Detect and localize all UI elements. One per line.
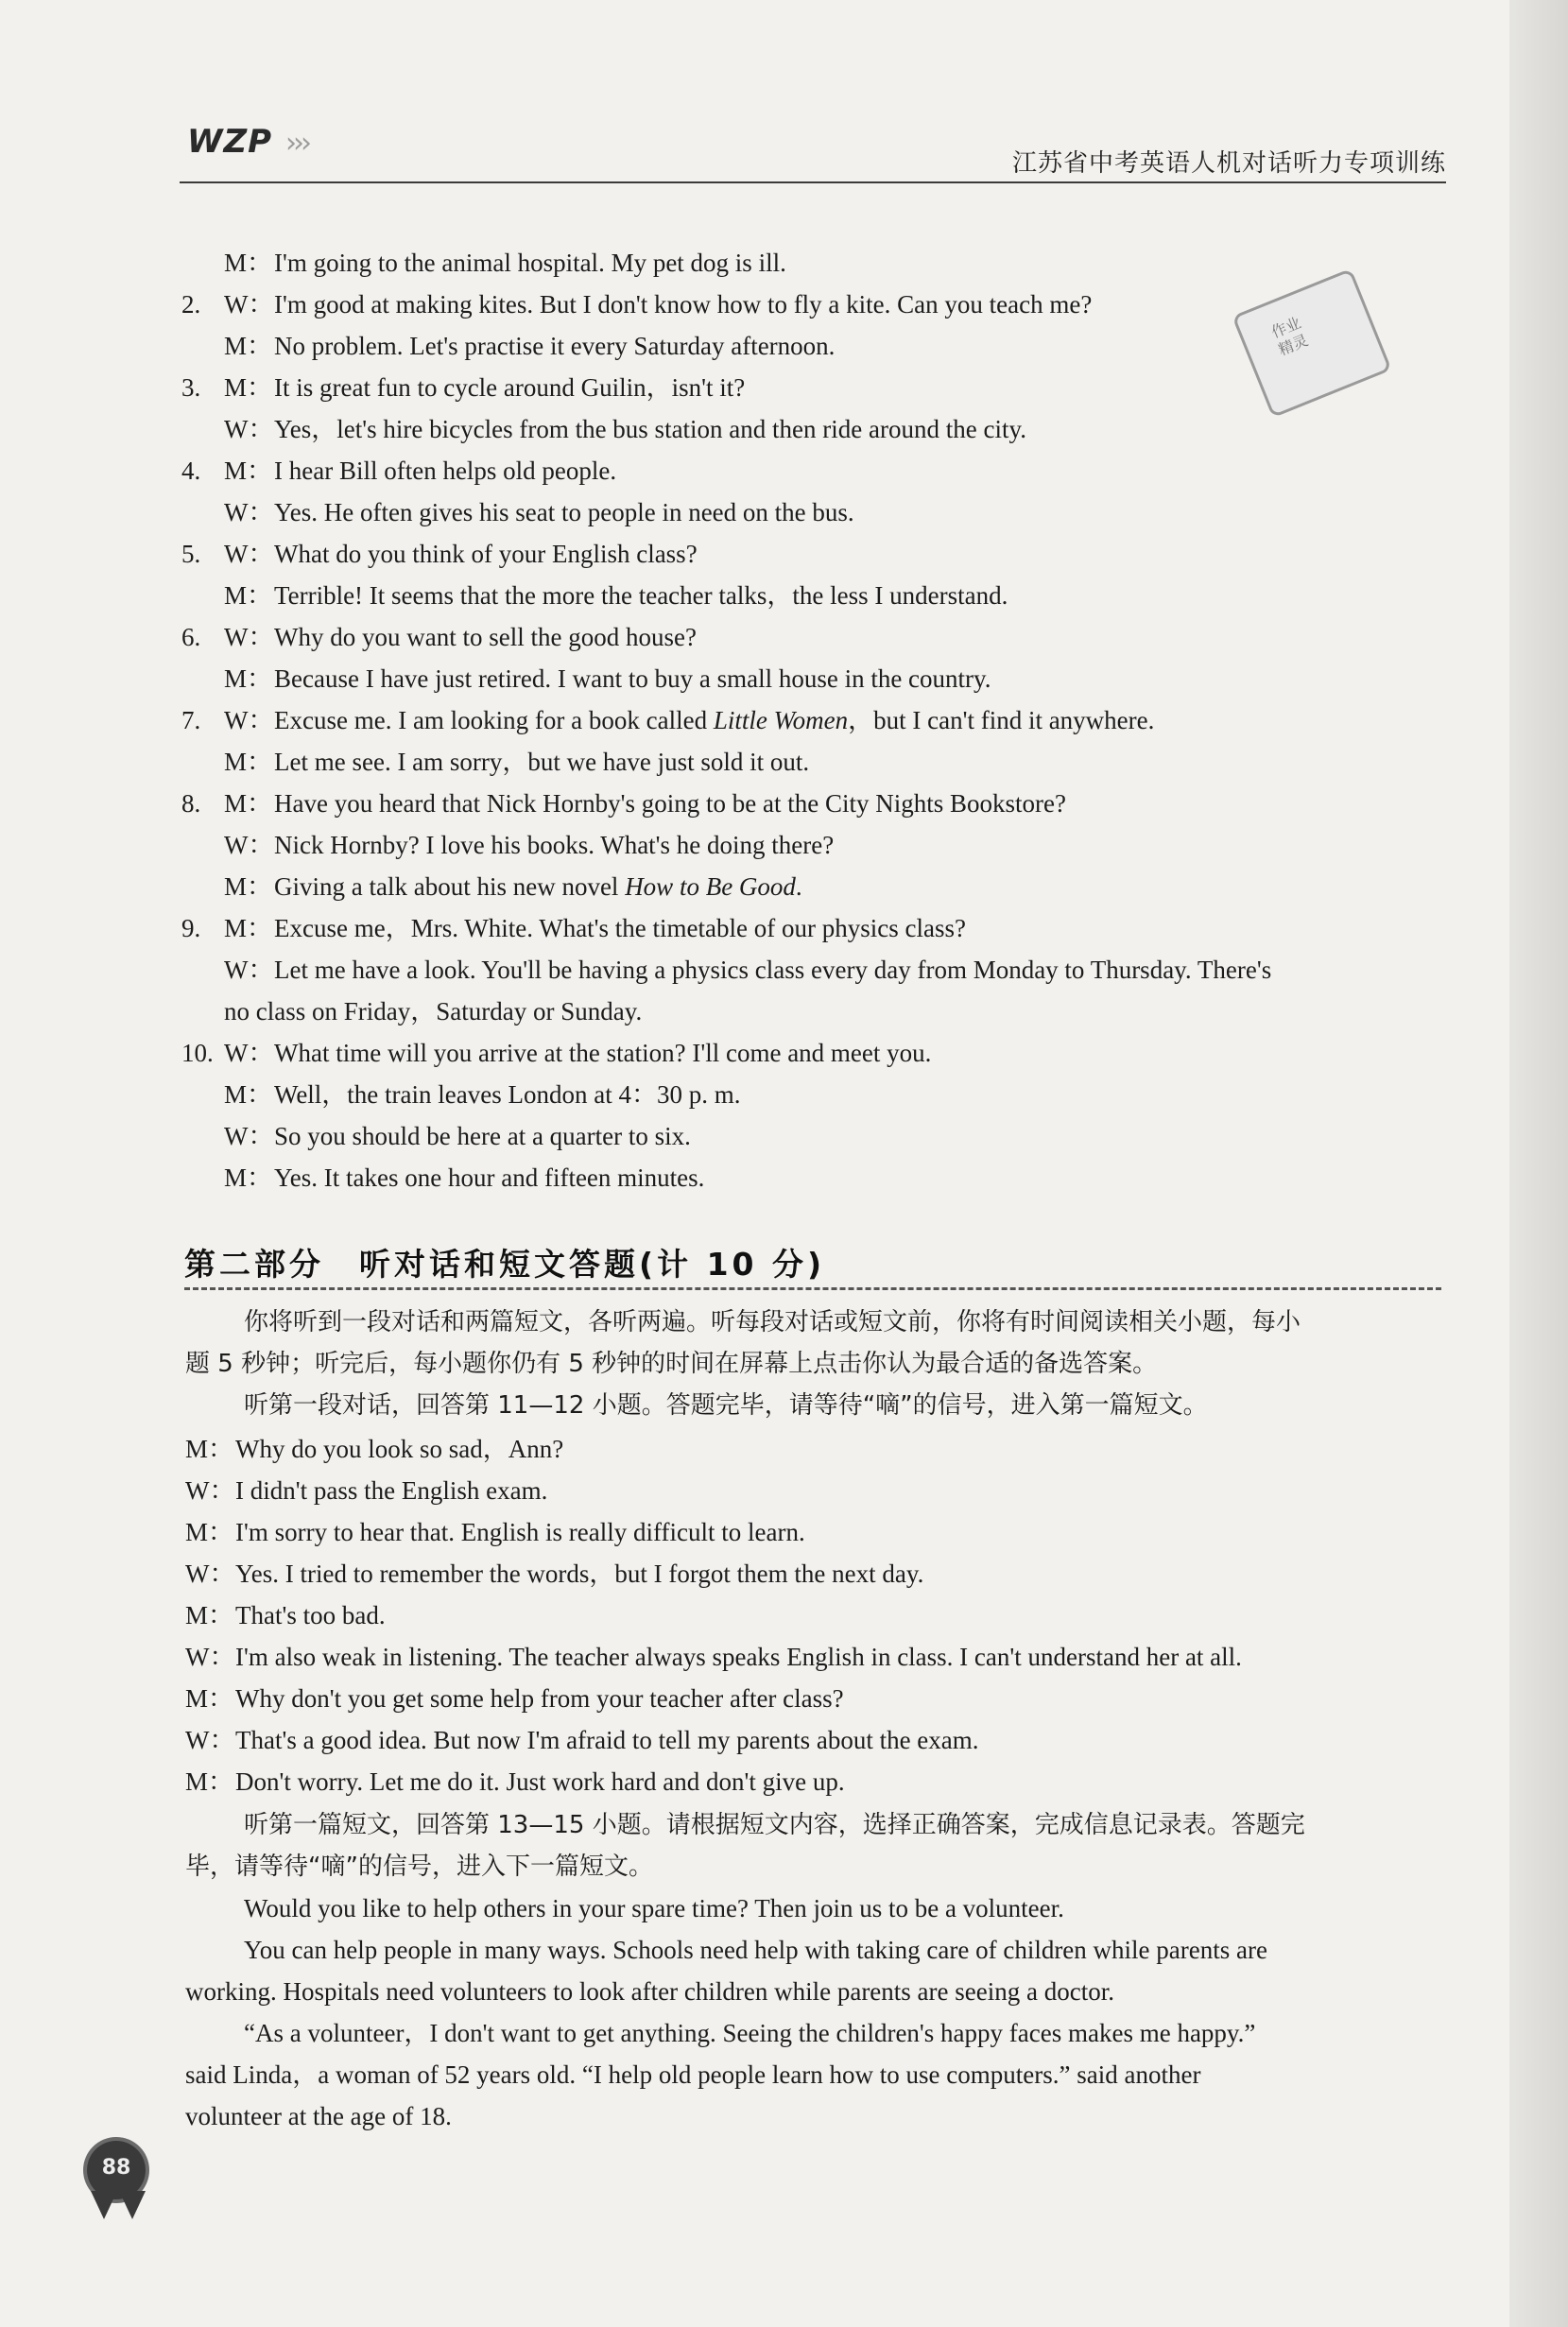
speaker-label: W： (224, 956, 274, 984)
publisher-logo (180, 95, 321, 180)
question-number: 2. (181, 290, 201, 319)
dialogue-text-part: ，but I can't find it anywhere. (848, 706, 1155, 734)
dialogue-text: Why do you look so sad，Ann? (235, 1435, 564, 1463)
speaker-label: M： (224, 914, 273, 942)
dialogue-text: It is great fun to cycle around Guilin，isn't it? (274, 373, 746, 402)
speaker-label: M： (224, 581, 273, 610)
speaker-label: W： (224, 290, 274, 319)
speaker-label: M： (224, 249, 273, 277)
speaker-label: M： (185, 1518, 234, 1546)
badge-ribbon (119, 2191, 146, 2219)
dialogue-text (274, 705, 1154, 735)
speaker-label: W： (185, 1476, 235, 1505)
speaker-label: W： (185, 1726, 235, 1754)
logo-text: WZP (187, 123, 273, 161)
speaker-label: W： (224, 831, 274, 859)
header-divider (180, 181, 1446, 183)
question-number: 8. (181, 789, 201, 818)
dialogue-text: No problem. Let's practise it every Saturday afternoon. (274, 332, 836, 360)
dialogue-text: Terrible! It seems that the more the teacher talks，the less I understand. (274, 581, 1008, 610)
question-number: 5. (181, 540, 201, 568)
passage-line: working. Hospitals need volunteers to look after children while parents are seeing a doctor. (185, 1977, 1114, 2006)
speaker-label: W： (224, 706, 274, 734)
question-number: 7. (181, 706, 201, 734)
speaker-label: W： (224, 1039, 274, 1067)
speaker-label: M： (185, 1767, 234, 1796)
stamp-text: 作业 (1268, 313, 1304, 342)
dialogue-text: Yes. It takes one hour and fifteen minutes. (274, 1164, 705, 1192)
instruction-text: 你将听到一段对话和两篇短文，各听两遍。听每段对话或短文前，你将有时间阅读相关小题，每小 (244, 1308, 1301, 1336)
book-title-italic: Little Women (713, 706, 849, 734)
question-number: 10. (181, 1039, 214, 1067)
speaker-label: W： (185, 1560, 235, 1588)
speaker-label: M： (224, 872, 273, 901)
dialogue-text: Yes. I tried to remember the words，but I forgot them the next day. (235, 1560, 924, 1588)
dialogue-text: Yes. He often gives his seat to people in need on the bus. (274, 498, 854, 526)
passage-line: said Linda，a woman of 52 years old. “I help old people learn how to use computers.” said another (185, 2060, 1201, 2089)
dialog-instruction: 听第一段对话，回答第 11—12 小题。答题完毕，请等待“嘀”的信号，进入第一篇短文。 (244, 1391, 1208, 1420)
dialogue-text: Nick Hornby? I love his books. What's he doing there? (274, 831, 835, 859)
question-number: 3. (181, 373, 201, 402)
speaker-label: M： (224, 789, 273, 818)
dialogue-text (274, 871, 802, 902)
page-header (180, 95, 1446, 189)
dialogue-text: Well，the train leaves London at 4：30 p. m. (274, 1080, 741, 1109)
dialogue-text: I didn't pass the English exam. (235, 1476, 548, 1505)
watermark-stamp (1232, 268, 1392, 418)
speaker-label: W： (185, 1643, 235, 1671)
dialogue-text-part: Excuse me. I am looking for a book called (274, 706, 714, 734)
dialogue-text: Why don't you get some help from your teacher after class? (235, 1684, 844, 1713)
passage-instruction: 听第一篇短文，回答第 13—15 小题。请根据短文内容，选择正确答案，完成信息记录表。答题完 (244, 1811, 1305, 1839)
dialogue-text: That's too bad. (235, 1601, 386, 1629)
speaker-label: M： (224, 332, 273, 360)
question-number: 9. (181, 914, 201, 942)
speaker-label: W： (224, 1122, 274, 1150)
section-divider (184, 1287, 1441, 1290)
book-title: 江苏省中考英语人机对话听力专项训练 (1011, 149, 1446, 178)
speaker-label: W： (224, 498, 274, 526)
dialogue-text: So you should be here at a quarter to six. (274, 1122, 691, 1150)
speaker-label: M： (224, 1164, 273, 1192)
question-number: 4. (181, 457, 201, 485)
page-number: 88 (101, 2156, 131, 2180)
dialogue-text: I'm going to the animal hospital. My pet dog is ill. (274, 249, 786, 277)
passage-line: Would you like to help others in your spare time? Then join us to be a volunteer. (244, 1894, 1064, 1922)
dialogue-text: I'm good at making kites. But I don't know how to fly a kite. Can you teach me? (274, 290, 1093, 319)
speaker-label: M： (224, 457, 273, 485)
dialogue-text: Yes，let's hire bicycles from the bus station and then ride around the city. (274, 415, 1026, 443)
passage-line: volunteer at the age of 18. (185, 2102, 452, 2130)
dialogue-text: Have you heard that Nick Hornby's going to be at the City Nights Bookstore? (274, 789, 1066, 818)
question-number: 6. (181, 623, 201, 651)
dialogue-text: What time will you arrive at the station? I'll come and meet you. (274, 1039, 932, 1067)
instruction-text: 题 5 秒钟；听完后，每小题你仍有 5 秒钟的时间在屏幕上点击你认为最合适的备选答案。 (185, 1350, 1158, 1378)
dialogue-text: Because I have just retired. I want to buy a small house in the country. (274, 664, 991, 693)
dialogue-text-part: Giving a talk about his new novel (274, 872, 626, 901)
speaker-label: M： (224, 1080, 273, 1109)
passage-line: You can help people in many ways. Schools need help with taking care of children while parents are (244, 1936, 1267, 1964)
speaker-label: M： (185, 1684, 234, 1713)
chevron-right-icon: ››› (285, 127, 308, 160)
dialogue-text: Don't worry. Let me do it. Just work hard and don't give up. (235, 1767, 845, 1796)
passage-line: “As a volunteer，I don't want to get anything. Seeing the children's happy faces makes me happy.” (244, 2019, 1256, 2047)
dialogue-text: I'm also weak in listening. The teacher always speaks English in class. I can't understand her at all. (235, 1643, 1242, 1671)
speaker-label: M： (224, 748, 273, 776)
dialogue-text: That's a good idea. But now I'm afraid to tell my parents about the exam. (235, 1726, 979, 1754)
dialogue-text: What do you think of your English class? (274, 540, 698, 568)
dialogue-text: I hear Bill often helps old people. (274, 457, 617, 485)
dialogue-text: I'm sorry to hear that. English is really difficult to learn. (235, 1518, 805, 1546)
speaker-label: W： (224, 540, 274, 568)
dialogue-text: Let me have a look. You'll be having a physics class every day from Monday to Thursday. There's (274, 956, 1272, 984)
speaker-label: W： (224, 623, 274, 651)
dialogue-text: Let me see. I am sorry，but we have just sold it out. (274, 748, 810, 776)
speaker-label: M： (185, 1435, 234, 1463)
badge-ribbon (91, 2191, 117, 2219)
speaker-label: M： (185, 1601, 234, 1629)
speaker-label: W： (224, 415, 274, 443)
section-heading: 第二部分 听对话和短文答题(计 10 分) (184, 1246, 826, 1283)
passage-instruction: 毕，请等待“嘀”的信号，进入下一篇短文。 (185, 1853, 653, 1881)
dialogue-text: Why do you want to sell the good house? (274, 623, 697, 651)
dialogue-text: Excuse me，Mrs. White. What's the timetable of our physics class? (274, 914, 966, 942)
speaker-label: M： (224, 373, 273, 402)
stamp-text: 精灵 (1275, 331, 1311, 359)
book-title-italic: How to Be Good (625, 872, 796, 901)
speaker-label: M： (224, 664, 273, 693)
dialogue-text-part: . (795, 872, 802, 901)
page-edge (1509, 0, 1568, 2327)
dialogue-text: no class on Friday，Saturday or Sunday. (224, 997, 643, 1026)
